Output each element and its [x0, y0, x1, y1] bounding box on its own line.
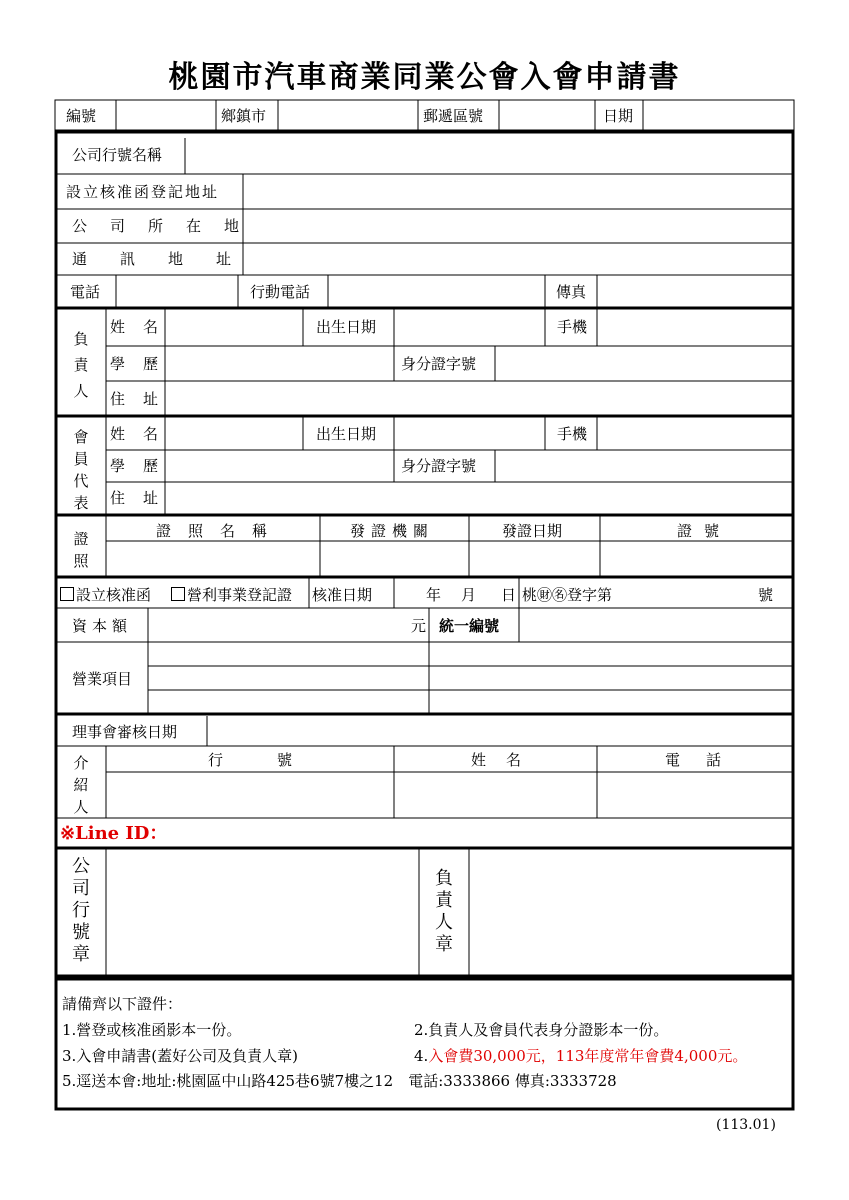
- license-date-header: 發證日期: [502, 522, 563, 540]
- introducer-name-header: 姓名: [471, 751, 542, 769]
- checkbox-business-registration[interactable]: [171, 587, 185, 601]
- rep-name-label: 姓名: [110, 425, 177, 443]
- license-number-header: 證號: [677, 522, 732, 540]
- registration-suffix: 號: [758, 586, 774, 604]
- owner-mobile-label: 手機: [557, 318, 588, 336]
- rep-mobile-label: 手機: [557, 425, 588, 443]
- ubn-label: 統一編號: [439, 617, 500, 635]
- rep-section-label: 會員代表: [73, 428, 89, 512]
- company-seal-label: 公司行號章: [72, 856, 90, 965]
- postal-code-label: 郵遞區號: [423, 107, 484, 125]
- company-location-label: 公司所在地: [72, 217, 263, 235]
- introducer-phone-header: 電話: [665, 751, 748, 769]
- fax-label: 傳真: [556, 283, 587, 301]
- option-approval-letter-label: 設立核准函: [76, 586, 152, 604]
- approval-month-label: 月: [461, 586, 477, 604]
- township-label: 鄉鎮市: [221, 107, 267, 125]
- mailing-address-label: 通訊地址: [72, 250, 265, 268]
- line-id-label: ※Line ID：: [60, 823, 168, 844]
- approval-year-label: 年: [426, 586, 442, 604]
- owner-education-label: 學歷: [110, 355, 177, 373]
- rep-education-label: 學歷: [110, 457, 177, 475]
- capital-label: 資本額: [72, 617, 133, 635]
- registered-address-label: 設立核准函登記地址: [66, 183, 220, 201]
- owner-section-label: 負責人: [73, 330, 89, 400]
- note-item-3: 3.入會申請書(蓋好公司及負責人章): [62, 1047, 299, 1065]
- rep-birth-label: 出生日期: [316, 425, 377, 443]
- owner-id-label: 身分證字號: [401, 355, 477, 373]
- approval-day-label: 日: [501, 586, 517, 604]
- business-items-label: 營業項目: [72, 670, 133, 688]
- checkbox-approval-letter[interactable]: [60, 587, 74, 601]
- rep-address-label: 住址: [110, 489, 177, 507]
- form-version: (113.01): [716, 1117, 776, 1133]
- note-item-4: 4.入會費30,000元，113年度常年會費4,000元。: [414, 1047, 748, 1065]
- company-name-label: 公司行號名稱: [72, 146, 163, 164]
- note-item-5: 5.逕送本會:地址:桃園區中山路425巷6號7樓之12 電話:3333866 傳真:3333728: [62, 1072, 617, 1090]
- notes-heading: 請備齊以下證件：: [62, 995, 183, 1013]
- phone-label: 電話: [70, 283, 101, 301]
- owner-seal-label: 負責人章: [435, 868, 453, 955]
- option-approval-letter[interactable]: [60, 586, 151, 604]
- introducer-section-label: 介紹人: [73, 754, 89, 816]
- approval-date-label: 核准日期: [312, 586, 373, 604]
- note-item-4-fee: 入會費30,000元，113年度常年會費4,000元。: [428, 1047, 748, 1065]
- note-item-1: 1.營登或核准函影本一份。: [62, 1021, 242, 1039]
- form-title: 桃園市汽車商業同業公會入會申請書: [168, 60, 681, 95]
- date-label: 日期: [603, 107, 634, 125]
- option-business-registration[interactable]: [171, 586, 292, 604]
- registration-prefix: 桃㊖㊔登字第: [522, 586, 613, 604]
- mobile-phone-label: 行動電話: [250, 283, 311, 301]
- license-name-header: 證照名稱: [156, 522, 285, 540]
- number-label: 編號: [66, 107, 97, 125]
- rep-id-label: 身分證字號: [401, 457, 477, 475]
- capital-unit: 元: [411, 617, 427, 635]
- owner-address-label: 住址: [110, 390, 177, 408]
- owner-birth-label: 出生日期: [316, 318, 377, 336]
- license-issuer-header: 發證機關: [350, 522, 435, 540]
- option-business-registration-label: 營利事業登記證: [187, 586, 293, 604]
- board-review-date-label: 理事會審核日期: [72, 723, 178, 741]
- introducer-firm-header: 行號: [208, 751, 347, 769]
- owner-name-label: 姓名: [110, 318, 177, 336]
- note-item-2: 2.負責人及會員代表身分證影本一份。: [414, 1021, 669, 1039]
- license-section-label: 證照: [73, 530, 89, 570]
